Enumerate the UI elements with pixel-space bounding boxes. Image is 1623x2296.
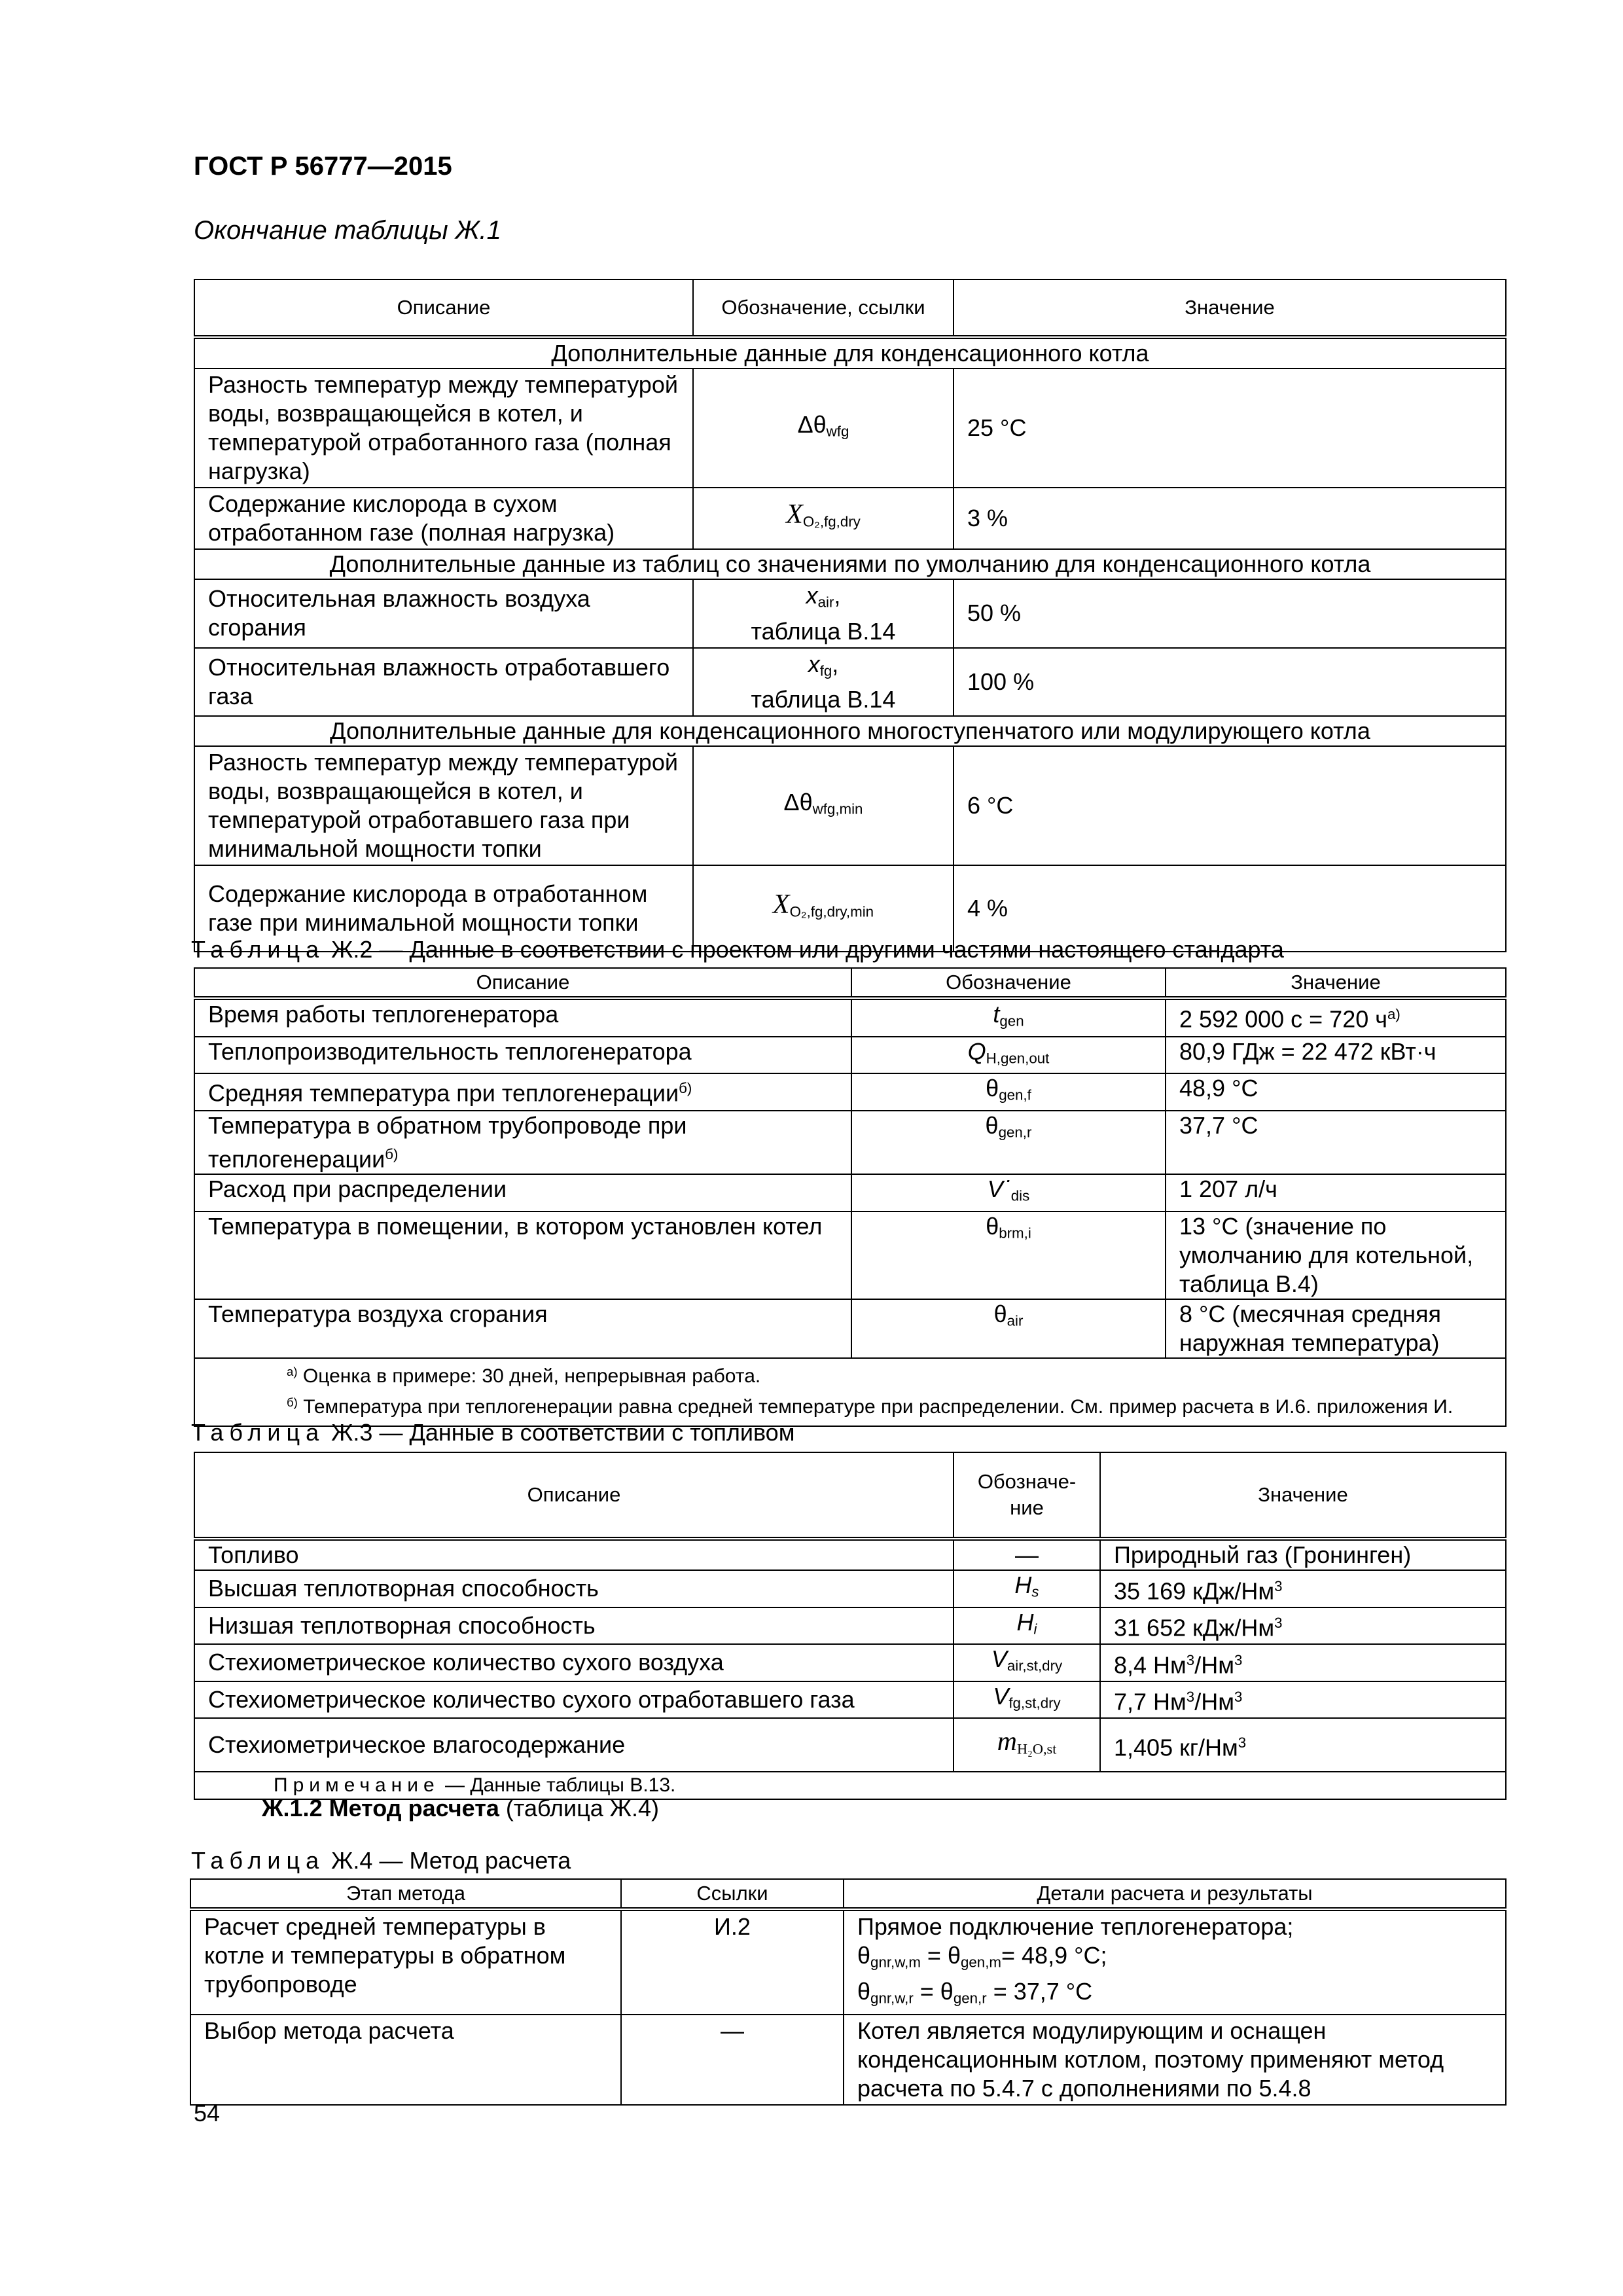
table-row bbox=[194, 1718, 1506, 1772]
section-heading: Ж.1.2 Метод расчета (таблица Ж.4) bbox=[262, 1795, 659, 1821]
row-description: Расход при распределении bbox=[194, 1174, 851, 1211]
table-continuation-caption: Окончание таблицы Ж.1 bbox=[194, 216, 501, 245]
table-caption: Таблица Ж.3 — Данные в соответствии с топливом bbox=[191, 1419, 795, 1446]
row-description: Высшая теплотворная способность bbox=[194, 1570, 954, 1607]
row-symbol: $V˙_{dis}$ bbox=[851, 1174, 1166, 1211]
table-row bbox=[194, 368, 1506, 488]
row-details: Прямое подключение теплогенератора; $\theta_{gnr,w,m} = \theta_{gen,m}= 48,9$ °C; $\theta_{gnr,w,r} = \theta_{gen,r} = 37,7$ °C bbox=[844, 1909, 1506, 2015]
table-row bbox=[194, 579, 1506, 648]
footnotes-cell bbox=[194, 1358, 1506, 1426]
row-symbol: $m_{H_2O,st}$ bbox=[954, 1718, 1100, 1772]
row-reference: — bbox=[621, 2015, 844, 2105]
table-header-row bbox=[190, 1879, 1506, 1909]
row-symbol: $t_{gen}$ bbox=[851, 998, 1166, 1037]
footnote-a: $^{а)}$ Оценка в примере: 30 дней, непрерывная работа. bbox=[287, 1364, 761, 1387]
table-row bbox=[194, 1681, 1506, 1719]
row-symbol: $H_s$ bbox=[954, 1570, 1100, 1607]
row-description: Низшая теплотворная способность bbox=[194, 1607, 954, 1645]
row-description: Содержание кислорода в сухом отработанном газе (полная нагрузка) bbox=[194, 488, 693, 549]
row-value: 4 % bbox=[954, 865, 1506, 952]
row-description: Относительная влажность отработавшего газа bbox=[194, 648, 693, 717]
table-row bbox=[194, 1037, 1506, 1074]
column-header: Значение bbox=[954, 279, 1506, 337]
column-header: Описание bbox=[194, 968, 851, 998]
row-symbol: $\Delta\theta_{wfg}$ bbox=[693, 368, 954, 488]
table-row bbox=[194, 1211, 1506, 1299]
row-value: 31 652 кДж/$Нм^3$ bbox=[1100, 1607, 1506, 1645]
table-zh2 bbox=[194, 967, 1507, 1427]
column-header: Ссылки bbox=[621, 1879, 844, 1909]
row-description: Теплопроизводительность теплогенератора bbox=[194, 1037, 851, 1074]
table-row bbox=[194, 1174, 1506, 1211]
row-value: 2 592 000 с = 720 $ч^{а)}$ bbox=[1166, 998, 1506, 1037]
table-row bbox=[194, 1073, 1506, 1111]
table-zh3 bbox=[194, 1452, 1507, 1800]
row-symbol: $\Delta\theta_{wfg,min}$ bbox=[693, 746, 954, 865]
row-reference: И.2 bbox=[621, 1909, 844, 2015]
footnote-b: $^{б)}$ Температура при теплогенерации равна средней температуре при распределении. См. пример расчета в И.6. приложения И. bbox=[287, 1395, 1454, 1418]
table-header-row bbox=[194, 279, 1506, 337]
section-label: Дополнительные данные для конденсационного многоступенчатого или модулирующего котла bbox=[194, 716, 1506, 746]
column-header: Значение bbox=[1100, 1452, 1506, 1539]
row-symbol: $\theta_{gen,r}$ bbox=[851, 1111, 1166, 1174]
row-symbol: $H_i$ bbox=[954, 1607, 1100, 1645]
column-header: Обозначение, ссылки bbox=[693, 279, 954, 337]
column-header: Описание bbox=[194, 279, 693, 337]
row-value: 48,9 °C bbox=[1166, 1073, 1506, 1111]
row-description: Относительная влажность воздуха сгорания bbox=[194, 579, 693, 648]
table-header-row bbox=[194, 968, 1506, 998]
row-description: Содержание кислорода в отработанном газе при минимальной мощности топки bbox=[194, 865, 693, 952]
section-row bbox=[194, 337, 1506, 368]
row-symbol: $V_{fg,st,dry}$ bbox=[954, 1681, 1100, 1719]
row-symbol: $V_{air,st,dry}$ bbox=[954, 1644, 1100, 1681]
column-header: Описание bbox=[194, 1452, 954, 1539]
table-row bbox=[194, 488, 1506, 549]
table-zh4 bbox=[190, 1878, 1507, 2106]
column-header: Обозначе-ние bbox=[954, 1452, 1100, 1539]
row-description: Стехиометрическое количество сухого отработавшего газа bbox=[194, 1681, 954, 1719]
document-header: ГОСТ Р 56777—2015 bbox=[194, 152, 452, 181]
page-number: 54 bbox=[194, 2100, 221, 2126]
row-value: 37,7 °C bbox=[1166, 1111, 1506, 1174]
table-row bbox=[194, 1299, 1506, 1358]
row-symbol: $x_{fg}$, таблица В.14 bbox=[693, 648, 954, 717]
row-symbol: $\theta_{gen,f}$ bbox=[851, 1073, 1166, 1111]
row-description: Разность температур между температурой воды, возвращающейся в котел, и температурой отработавшего газа при минимальной мощности топки bbox=[194, 746, 693, 865]
row-description: Разность температур между температурой воды, возвращающейся в котел, и температурой отработанного газа (полная нагрузка) bbox=[194, 368, 693, 488]
table-row bbox=[194, 1539, 1506, 1570]
table-caption: Таблица Ж.4 — Метод расчета bbox=[191, 1847, 571, 1874]
table-row bbox=[194, 1111, 1506, 1174]
column-header: Этап метода bbox=[190, 1879, 621, 1909]
row-value: 7,7 $Нм^3/Нм^3$ bbox=[1100, 1681, 1506, 1719]
row-stage: Расчет средней температуры в котле и температуры в обратном трубопроводе bbox=[190, 1909, 621, 2015]
table-row bbox=[190, 2015, 1506, 2105]
row-value: 35 169 кДж/$Нм^3$ bbox=[1100, 1570, 1506, 1607]
table-row bbox=[194, 1570, 1506, 1607]
row-symbol: $X_{O_2,fg,dry,min}$ bbox=[693, 865, 954, 952]
section-label: Дополнительные данные для конденсационного котла bbox=[194, 337, 1506, 368]
row-symbol: $\theta_{air}$ bbox=[851, 1299, 1166, 1358]
row-value: 8,4 $Нм^3/Нм^3$ bbox=[1100, 1644, 1506, 1681]
row-description: Стехиометрическое количество сухого воздуха bbox=[194, 1644, 954, 1681]
row-symbol: — bbox=[954, 1539, 1100, 1570]
row-description: Топливо bbox=[194, 1539, 954, 1570]
row-value: 13 °C (значение по умолчанию для котельной, таблица В.4) bbox=[1166, 1211, 1506, 1299]
row-description: Температура в помещении, в котором установлен котел bbox=[194, 1211, 851, 1299]
column-header: Значение bbox=[1166, 968, 1506, 998]
row-description: Стехиометрическое влагосодержание bbox=[194, 1718, 954, 1772]
row-value: Природный газ (Гронинген) bbox=[1100, 1539, 1506, 1570]
row-stage: Выбор метода расчета bbox=[190, 2015, 621, 2105]
row-description: Температура в обратном трубопроводе при теплогенерации$^{б)}$ bbox=[194, 1111, 851, 1174]
row-value: 1 207 л/ч bbox=[1166, 1174, 1506, 1211]
row-description: Время работы теплогенератора bbox=[194, 998, 851, 1037]
row-value: 80,9 ГДж = 22 472 кВт·ч bbox=[1166, 1037, 1506, 1074]
table-row bbox=[194, 1607, 1506, 1645]
table-row bbox=[190, 1909, 1506, 2015]
row-value: 25 °C bbox=[954, 368, 1506, 488]
section-row bbox=[194, 549, 1506, 579]
column-header: Обозначение bbox=[851, 968, 1166, 998]
table-footnotes bbox=[194, 1358, 1506, 1426]
row-value: 1,405 $кг/Нм^3$ bbox=[1100, 1718, 1506, 1772]
row-value: 50 % bbox=[954, 579, 1506, 648]
row-symbol: $\theta_{brm,i}$ bbox=[851, 1211, 1166, 1299]
table-zh1 bbox=[194, 279, 1507, 952]
row-value: 8 °C (месячная средняя наружная температура) bbox=[1166, 1299, 1506, 1358]
section-label: Дополнительные данные из таблиц со значениями по умолчанию для конденсационного котла bbox=[194, 549, 1506, 579]
section-row bbox=[194, 716, 1506, 746]
table-note: Примечание — Данные таблицы В.13. bbox=[194, 1772, 1506, 1799]
row-symbol: $Q_{H,gen,out}$ bbox=[851, 1037, 1166, 1074]
table-row bbox=[194, 648, 1506, 717]
row-value: 100 % bbox=[954, 648, 1506, 717]
row-symbol: $x_{air}$, таблица В.14 bbox=[693, 579, 954, 648]
column-header: Детали расчета и результаты bbox=[844, 1879, 1506, 1909]
table-caption: Таблица Ж.2 — Данные в соответствии с проектом или другими частями настоящего стандарта bbox=[191, 936, 1284, 963]
row-value: 6 °C bbox=[954, 746, 1506, 865]
row-description: Температура воздуха сгорания bbox=[194, 1299, 851, 1358]
row-symbol: $X_{O_2,fg,dry}$ bbox=[693, 488, 954, 549]
table-row bbox=[194, 1644, 1506, 1681]
row-details: Котел является модулирующим и оснащен конденсационным котлом, поэтому применяют метод расчета по 5.4.7 с дополнениями по 5.4.8 bbox=[844, 2015, 1506, 2105]
row-description: Средняя температура при теплогенерации$^{б)}$ bbox=[194, 1073, 851, 1111]
table-row bbox=[194, 998, 1506, 1037]
table-header-row bbox=[194, 1452, 1506, 1539]
row-value: 3 % bbox=[954, 488, 1506, 549]
table-row bbox=[194, 746, 1506, 865]
